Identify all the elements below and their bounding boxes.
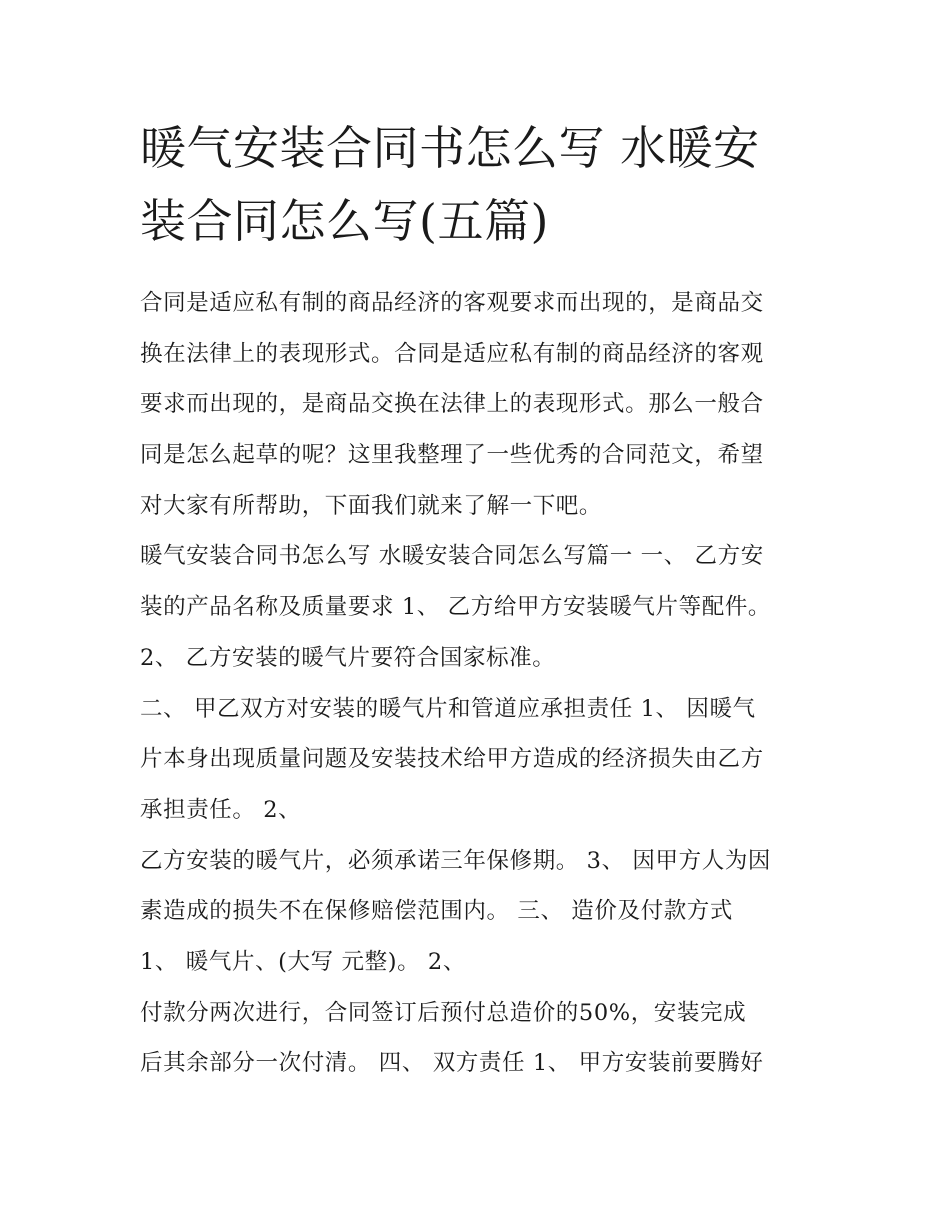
body-line-6: 暖气安装合同书怎么写 水暖安装合同怎么写篇一 一、 乙方安 [140, 543, 764, 570]
title-line-2: 装合同怎么写(五篇) [140, 194, 549, 248]
body-line-9: 二、 甲乙双方对安装的暖气片和管道应承担责任 1、 因暖气 [140, 695, 756, 722]
body-line-12: 乙方安装的暖气片，必须承诺三年保修期。 3、 因甲方人为因 [140, 847, 772, 874]
body-line-2: 换在法律上的表现形式。合同是适应私有制的商品经济的客观 [140, 340, 764, 367]
body-line-16: 后其余部分一次付清。 四、 双方责任 1、 甲方安装前要腾好 [140, 1050, 764, 1077]
body-line-1: 合同是适应私有制的商品经济的客观要求而出现的，是商品交 [140, 290, 764, 316]
body-line-8: 2、 乙方安装的暖气片要符合国家标准。 [140, 644, 556, 671]
body-line-11: 承担责任。 2、 [140, 796, 302, 823]
body-line-13: 素造成的损失不在保修赔偿范围内。 三、 造价及付款方式 [140, 898, 734, 925]
title-line-1: 暖气安装合同书怎么写 水暖安 [140, 121, 760, 175]
body-line-3: 要求而出现的，是商品交换在法律上的表现形式。那么一般合 [140, 391, 764, 418]
document-title [140, 112, 820, 258]
body-line-5: 对大家有所帮助，下面我们就来了解一下吧。 [140, 492, 603, 519]
body-line-4: 同是怎么起草的呢？这里我整理了一些优秀的合同范文，希望 [140, 442, 764, 469]
document-body [140, 278, 820, 1089]
body-line-15: 付款分两次进行，合同签订后预付总造价的50%，安装完成 [140, 999, 747, 1026]
body-line-7: 装的产品名称及质量要求 1、 乙方给甲方安装暖气片等配件。 [140, 594, 772, 621]
body-line-10: 片本身出现质量问题及安装技术给甲方造成的经济损失由乙方 [140, 746, 764, 773]
body-line-14: 1、 暖气片、(大写 元整)。 2、 [140, 948, 466, 975]
